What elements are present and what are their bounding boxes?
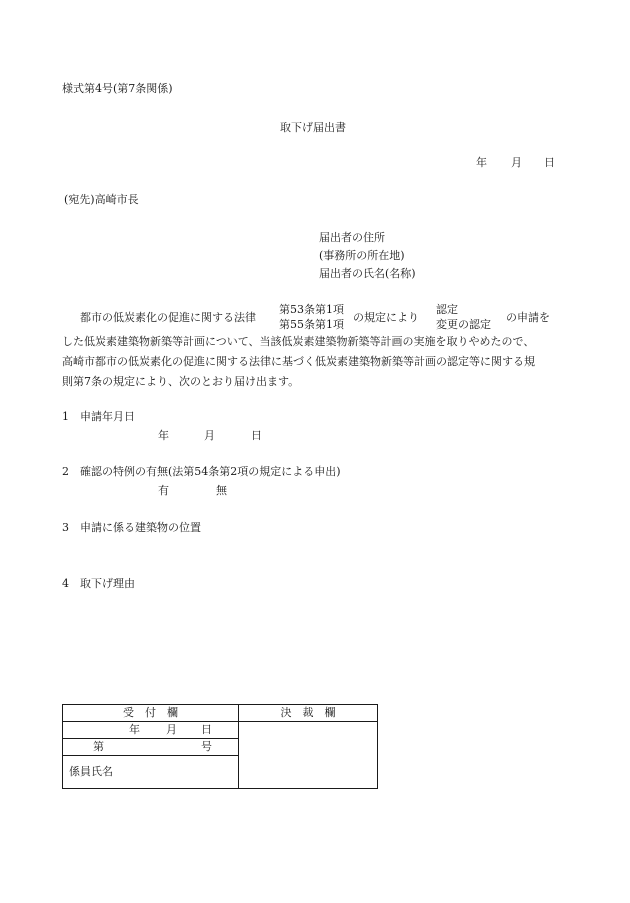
reception-number-suffix: 号: [201, 740, 212, 753]
item-3-number: 3: [62, 521, 69, 534]
cert-option-change: 変更の認定: [436, 318, 491, 331]
body-by-provision: の規定により: [353, 311, 419, 324]
staff-name-cell: 係員氏名: [63, 756, 239, 789]
decision-cell: [239, 722, 378, 789]
addressee: (宛先)高崎市長: [64, 193, 139, 206]
reception-number-cell: [63, 739, 239, 756]
article-option-53: 第53条第1項: [279, 303, 344, 316]
reception-header: 受 付 欄: [63, 705, 239, 722]
reception-number-prefix: 第: [93, 740, 104, 753]
stamp-table: [62, 704, 378, 789]
item-2-label: 確認の特例の有無(法第54条第2項の規定による申出): [80, 465, 341, 478]
item-1-year: 年: [158, 429, 169, 442]
item-2-yes: 有: [158, 484, 169, 497]
cert-option-certification: 認定: [436, 303, 458, 316]
item-2-number: 2: [62, 465, 69, 478]
item-1-label: 申請年月日: [80, 410, 135, 423]
reception-year: 年: [129, 723, 140, 736]
body-application-of: の申請を: [506, 311, 550, 324]
article-option-55: 第55条第1項: [279, 318, 344, 331]
applicant-name-label: 届出者の氏名(名称): [319, 267, 416, 280]
reception-date-cell: [63, 722, 239, 739]
item-1-number: 1: [62, 410, 69, 423]
body-lead: 都市の低炭素化の促進に関する法律: [80, 311, 256, 324]
form-number: 様式第4号(第7条関係): [62, 82, 173, 95]
body-line-3: 高崎市都市の低炭素化の促進に関する法律に基づく低炭素建築物新築等計画の認定等に関する規: [62, 355, 535, 368]
item-4-number: 4: [62, 577, 69, 590]
applicant-office-label: (事務所の所在地): [319, 249, 405, 262]
item-4-label: 取下げ理由: [80, 577, 135, 590]
item-3-label: 申請に係る建築物の位置: [80, 521, 201, 534]
date-month-label: 月: [511, 156, 522, 169]
item-1-day: 日: [251, 429, 262, 442]
decision-header: 決 裁 欄: [239, 705, 378, 722]
date-day-label: 日: [544, 156, 555, 169]
page-title: 取下げ届出書: [280, 121, 346, 134]
item-1-month: 月: [204, 429, 215, 442]
body-line-2: した低炭素建築物新築等計画について、当該低炭素建築物新築等計画の実施を取りやめたので、: [62, 335, 535, 348]
date-year-label: 年: [476, 156, 487, 169]
body-line-4: 則第7条の規定により、次のとおり届け出ます。: [62, 375, 300, 388]
applicant-address-label: 届出者の住所: [319, 231, 385, 244]
item-2-no: 無: [216, 484, 227, 497]
reception-month: 月: [166, 723, 177, 736]
reception-day: 日: [201, 723, 212, 736]
